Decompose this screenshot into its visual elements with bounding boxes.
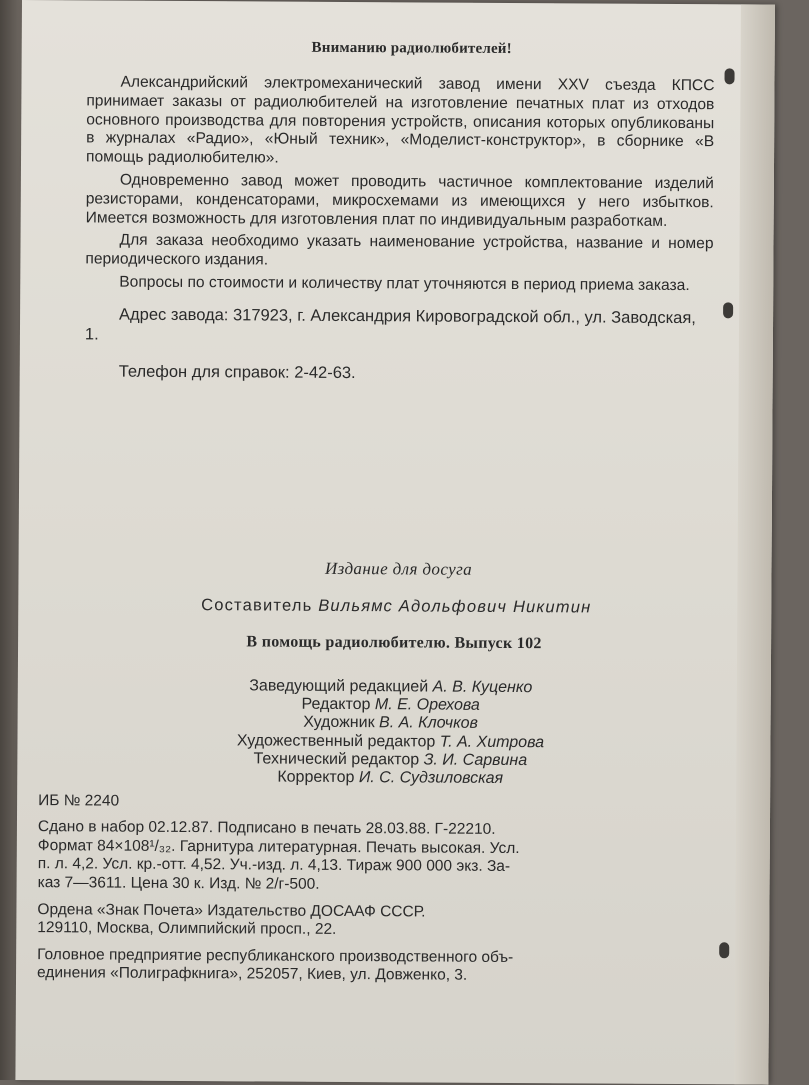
print-info [38,818,678,896]
staff-person: И. С. Судзиловская [358,769,504,788]
edition-type: Издание для досуга [324,558,473,579]
book-page [15,0,775,1085]
staff-person: Т. А. Хитрова [439,733,545,751]
compiler-label: Составитель [201,595,313,615]
compiler-name: Вильямс Адольфович Никитин [318,596,592,617]
staff-role: Корректор [277,768,355,787]
printer-line: Головное предприятие республиканского производственного объ- [37,945,514,966]
notice-paragraph: Вопросы по стоимости и количеству плат уточняются в период приема заказа. [119,273,690,295]
print-info-line: Сдано в набор 02.12.87. Подписано в печать 28.03.88. Г-22210. [37,818,496,839]
staff-role: Художественный редактор [236,731,436,751]
page-edge [734,4,775,1084]
publisher-line: Ордена «Знак Почета» Издательство ДОСААФ СССР. [37,900,426,920]
notice-paragraph: Для заказа необходимо указать наименование устройства, название и номер периодического издания. [85,231,714,269]
printer-info [37,946,677,987]
staff-role: Заведующий редакцией [249,677,429,696]
staff-person: В. А. Клочков [379,714,478,733]
book-title: В помощь радиолюбителю. Выпуск 102 [246,633,542,652]
page-content [37,30,737,987]
notice-paragraph: Одновременно завод может проводить частичное комплектование изделий резисторами, конденсаторами, микросхемами из имеющихся у него избытков. Имеется возможность для изготовления плат по индивидуальным разработкам. [85,171,714,230]
factory-address: Адрес завода: 317923, г. Александрия Кировоградской обл., ул. Заводская, 1. [84,305,696,344]
notice-title: Вниманию радиолюбителей! [311,39,512,57]
staff-line [48,767,732,789]
printer-line: единения «Полиграфкнига», 252057, Киев, ул. Довженко, 3. [37,964,468,985]
factory-phone: Телефон для справок: 2-42-63. [118,362,356,382]
staff-person: М. Е. Орехова [374,696,480,714]
print-info-line: п. л. 4,2. Усл. кр.-отт. 4,52. Уч.-изд. л. 4,13. Тираж 900 000 экз. За- [37,855,511,876]
print-info-line: Формат 84×108¹/₃₂. Гарнитура литературная. Печать высокая. Усл. [37,836,520,857]
staff-person: З. И. Сарвина [423,751,528,770]
compiler-line [59,595,733,618]
imprint [37,792,678,987]
staff-role: Технический редактор [253,750,420,769]
publisher-line: 129110, Москва, Олимпийский просп., 22. [37,919,337,939]
notice-paragraph: Александрийский электромеханический завод имени XXV съезда КПСС принимает заказы от радиолюбителей на изготовление печатных плат из отходов основного производства для повторения устройств, описания которых опубликованы в журналах «Радио», «Юный техник», «Моделист-конструктор», в сборнике «В помощь радиолюбителю». [85,73,715,167]
ib-number: ИБ № 2240 [38,791,120,810]
staff-list [48,676,733,790]
publisher-info [37,901,677,942]
print-info-line: каз 7—3611. Цена 30 к. Изд. № 2/г-500. [37,874,320,893]
staff-role: Редактор [301,695,371,714]
staff-person: А. В. Куценко [432,678,533,696]
staff-role: Художник [303,714,375,732]
